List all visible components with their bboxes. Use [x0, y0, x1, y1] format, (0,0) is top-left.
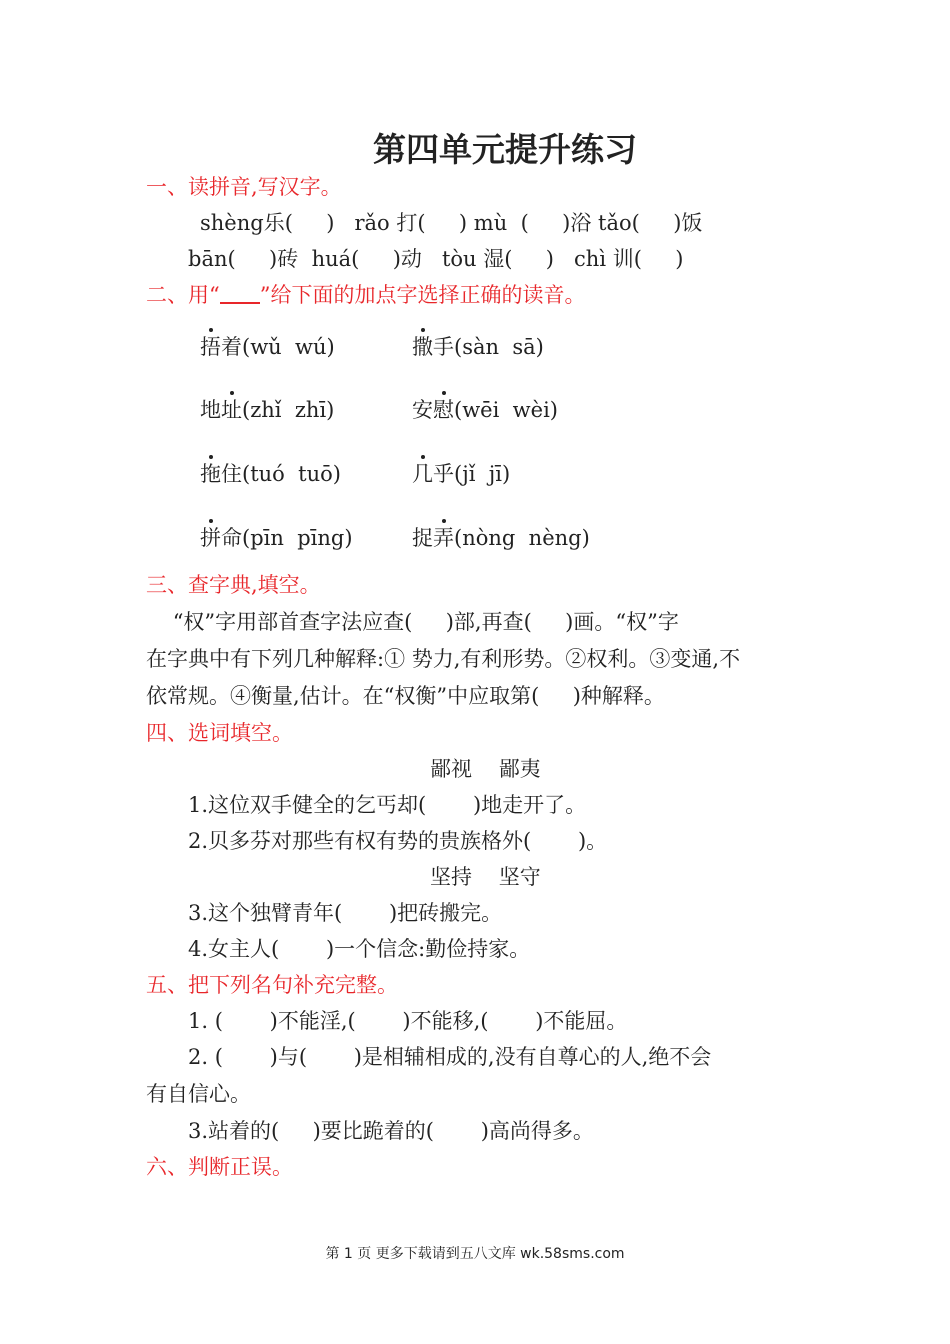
paragraph-line: 在字典中有下列几种解释:① 势力,有利形势。②权利。③变通,不: [146, 647, 741, 671]
page-title: 第四单元提升练习: [373, 130, 637, 169]
reading-item: [412, 395, 558, 425]
plain-char: 地: [200, 398, 221, 422]
reading-options: 乎(jǐ jī): [433, 462, 511, 486]
pinyin-row-2: bān( )砖 huá( )动 tòu 湿( ) chì 训( ): [188, 247, 684, 271]
reading-item: [412, 523, 590, 553]
word-choices: 鄙视 鄙夷: [430, 757, 541, 781]
paragraph-line: 依常规。④衡量,估计。在“权衡”中应取第( )种解释。: [146, 684, 665, 708]
reading-options: (zhǐ zhī): [242, 398, 335, 422]
reading-item: [200, 459, 341, 489]
question-line: 2. ( )与( )是相辅相成的,没有自尊心的人,绝不会: [188, 1045, 712, 1069]
question-line: 1.这位双手健全的乞丐却( )地走开了。: [188, 793, 587, 817]
reading-options: 命(pīn pīng): [221, 526, 353, 550]
dotted-char: 弄: [433, 523, 454, 553]
word-choices: 坚持 坚守: [430, 865, 541, 889]
question-line: 3.这个独臂青年( )把砖搬完。: [188, 901, 503, 925]
reading-item: [200, 395, 334, 425]
dotted-char: 几: [412, 459, 433, 489]
dotted-char: 拖: [200, 459, 221, 489]
question-line: 2.贝多芬对那些有权有势的贵族格外( )。: [188, 829, 608, 853]
reading-options: 住(tuó tuō): [221, 462, 341, 486]
reading-item: [200, 523, 353, 553]
underline-blank: [220, 282, 260, 304]
reading-item: [412, 459, 510, 489]
dotted-char: 拼: [200, 523, 221, 553]
section-2-heading: [146, 280, 586, 310]
section-1-heading: 一、读拼音,写汉字。: [146, 175, 342, 199]
section-3-heading: 三、查字典,填空。: [146, 573, 321, 597]
paragraph-line: “权”字用部首查字法应查( )部,再查( )画。“权”字: [146, 610, 679, 634]
question-line: 有自信心。: [146, 1082, 251, 1106]
plain-char: 捉: [412, 526, 433, 550]
page-footer: 第 1 页 更多下载请到五八文库 wk.58sms.com: [325, 1246, 625, 1262]
dotted-char: 址: [221, 395, 242, 425]
question-line: 4.女主人( )一个信念:勤俭持家。: [188, 937, 531, 961]
reading-item: [412, 332, 544, 362]
section-2-heading-post: ”给下面的加点字选择正确的读音。: [259, 283, 586, 307]
pinyin-row-1: shèng乐( ) rǎo 打( ) mù ( )浴 tǎo( )饭: [200, 211, 703, 235]
question-line: 1. ( )不能淫,( )不能移,( )不能屈。: [188, 1009, 628, 1033]
section-6-heading: 六、判断正误。: [146, 1155, 293, 1179]
dotted-char: 撒: [412, 332, 433, 362]
plain-char: 安: [412, 398, 433, 422]
dotted-char: 慰: [433, 395, 454, 425]
question-line: 3.站着的( )要比跪着的( )高尚得多。: [188, 1119, 594, 1143]
reading-options: 手(sàn sā): [433, 335, 544, 359]
dotted-char: 捂: [200, 332, 221, 362]
section-4-heading: 四、选词填空。: [146, 721, 293, 745]
section-5-heading: 五、把下列名句补充完整。: [146, 973, 398, 997]
reading-options: (wēi wèi): [454, 398, 558, 422]
reading-item: [200, 332, 335, 362]
reading-options: (nòng nèng): [454, 526, 590, 550]
section-2-heading-pre: 二、用“: [146, 283, 220, 307]
reading-options: 着(wǔ wú): [221, 335, 335, 359]
